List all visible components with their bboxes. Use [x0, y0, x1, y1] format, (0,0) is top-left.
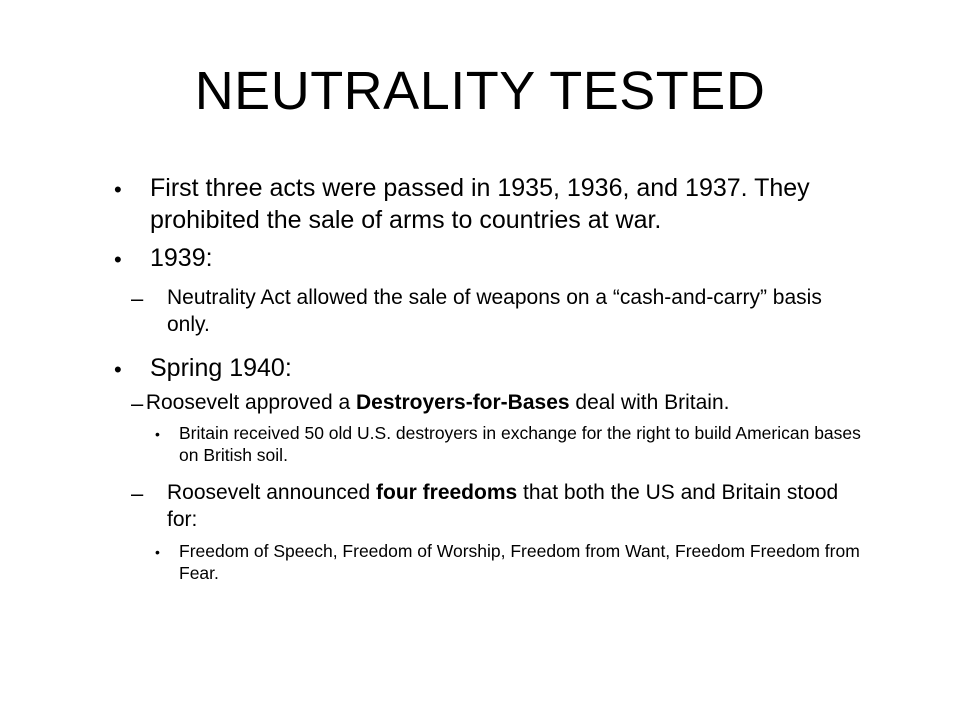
bold-term: Destroyers-for-Bases [355, 391, 570, 414]
sub-sub-item-text: Freedom of Speech, Freedom of Worship, Freedom from Want, Freedom Freedom from Fear. [179, 541, 860, 583]
text-segment: Roosevelt announced [167, 481, 376, 504]
dash-marker: – [131, 391, 144, 416]
bullet-marker: • [155, 426, 160, 442]
bullet-text: Spring 1940: [150, 354, 292, 382]
bullet-marker: • [114, 177, 122, 202]
bullet-text: First three acts were passed in 1935, 1936, and 1937. They prohibited the sale of arms to countries at war. [150, 174, 810, 234]
bullet-text: 1939: [150, 244, 213, 272]
text-segment: that both the US and Britain stood for: [167, 481, 839, 531]
sub-item-text: Neutrality Act allowed the sale of weapons on a “cash-and-carry” basis only. [167, 286, 822, 336]
sub-sub-item-text: Britain received 50 old U.S. destroyers in exchange for the right to build American bases on British soil. [179, 423, 861, 465]
dash-marker: – [131, 481, 144, 506]
text-segment: deal with Britain. [569, 391, 730, 414]
bullet-marker: • [155, 544, 160, 560]
slide-title: NEUTRALITY TESTED [194, 61, 766, 121]
sub-item-text [135, 389, 895, 416]
dash-marker: – [131, 286, 144, 311]
sub-item-text [167, 479, 867, 533]
bullet-marker: • [114, 247, 122, 272]
bullet-marker: • [114, 357, 122, 382]
text-segment: Roosevelt approved a [140, 391, 356, 414]
bold-term: four freedoms [376, 481, 518, 504]
